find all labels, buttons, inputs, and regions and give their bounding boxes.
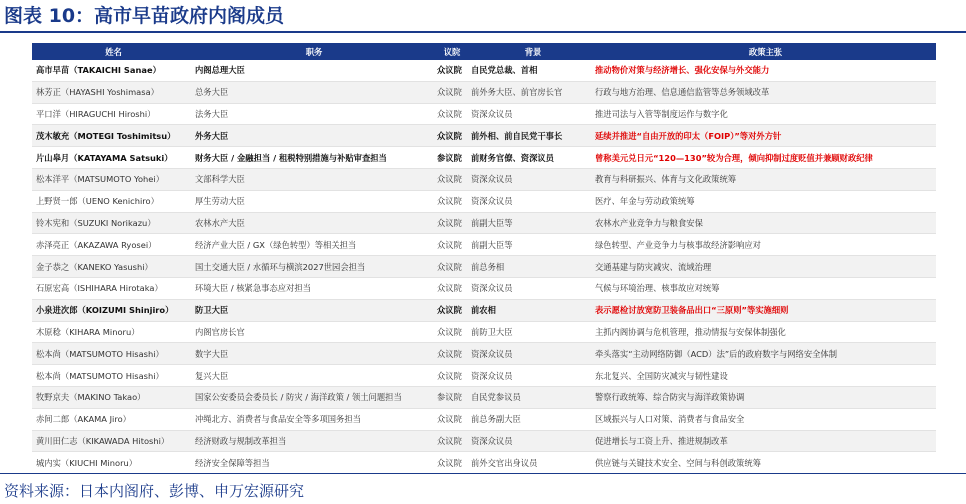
cell-role: 法务大臣	[195, 103, 433, 125]
cell-house: 众议院	[433, 343, 471, 365]
cell-role: 内阁总理大臣	[195, 60, 433, 81]
cell-policy: 农林水产业竞争力与粮食安保	[595, 212, 936, 234]
table-row	[32, 125, 936, 147]
cabinet-table	[32, 43, 936, 474]
cell-background: 资深众议员	[471, 365, 595, 387]
cell-house: 众议院	[433, 103, 471, 125]
table-row	[32, 81, 936, 103]
cell-policy: 促进增长与工资上升、推进规制改革	[595, 430, 936, 452]
cell-role: 厚生劳动大臣	[195, 190, 433, 212]
cell-background: 资深众议员	[471, 277, 595, 299]
cell-house: 众议院	[433, 60, 471, 81]
cell-name: 赤间二郎（AKAMA Jiro）	[32, 408, 195, 430]
table-row	[32, 256, 936, 278]
cell-background: 前总务副大臣	[471, 408, 595, 430]
cell-background: 资深众议员	[471, 430, 595, 452]
cell-policy: 供应链与关键技术安全、空间与科创政策统筹	[595, 452, 936, 474]
cell-house: 参议院	[433, 147, 471, 169]
table-row	[32, 190, 936, 212]
cell-background: 资深众议员	[471, 168, 595, 190]
cell-name: 石原宏高（ISHIHARA Hirotaka）	[32, 277, 195, 299]
column-header-name: 姓名	[32, 43, 195, 60]
table-row	[32, 386, 936, 408]
table-row	[32, 147, 936, 169]
cell-name: 木原稔（KIHARA Minoru）	[32, 321, 195, 343]
cell-name: 城内实（KIUCHI Minoru）	[32, 452, 195, 474]
cell-policy: 医疗、年金与劳动政策统筹	[595, 190, 936, 212]
table-row	[32, 408, 936, 430]
cell-policy: 绿色转型、产业竞争力与核事故经济影响应对	[595, 234, 936, 256]
table-row	[32, 277, 936, 299]
table-row	[32, 234, 936, 256]
source-note: 资料来源：日本内阁府、彭博、申万宏源研究	[4, 482, 305, 500]
cell-house: 参议院	[433, 386, 471, 408]
cell-name: 金子恭之（KANEKO Yasushi）	[32, 256, 195, 278]
cell-name: 松本尚（MATSUMOTO Hisashi）	[32, 343, 195, 365]
cell-name: 高市早苗（TAKAICHI Sanae）	[32, 60, 195, 81]
cell-house: 众议院	[433, 212, 471, 234]
cell-role: 环境大臣 / 核紧急事态应对担当	[195, 277, 433, 299]
cell-house: 众议院	[433, 81, 471, 103]
cell-background: 资深众议员	[471, 190, 595, 212]
cell-background: 前外交官出身议员	[471, 452, 595, 474]
cell-background: 前农相	[471, 299, 595, 321]
table-row	[32, 60, 936, 81]
table-row	[32, 103, 936, 125]
cell-name: 松本尚（MATSUMOTO Hisashi）	[32, 365, 195, 387]
cell-role: 防卫大臣	[195, 299, 433, 321]
cell-name: 赤泽亮正（AKAZAWA Ryosei）	[32, 234, 195, 256]
figure-title: 图表 10：高市早苗政府内阁成员	[4, 5, 285, 27]
cell-policy: 警察行政统筹、综合防灾与海洋政策协调	[595, 386, 936, 408]
table-row	[32, 343, 936, 365]
cell-role: 内阁官房长官	[195, 321, 433, 343]
cell-role: 文部科学大臣	[195, 168, 433, 190]
cell-policy: 主抓内阁协调与危机管理，推动情报与安保体制强化	[595, 321, 936, 343]
column-header-policy: 政策主张	[595, 43, 936, 60]
cell-house: 众议院	[433, 277, 471, 299]
table-row	[32, 321, 936, 343]
cell-policy: 牵头落实“主动网络防御（ACD）法”后的政府数字与网络安全体制	[595, 343, 936, 365]
cell-policy: 教育与科研振兴、体育与文化政策统筹	[595, 168, 936, 190]
table-row	[32, 212, 936, 234]
table-row	[32, 168, 936, 190]
cell-house: 众议院	[433, 321, 471, 343]
title-divider	[0, 31, 966, 33]
cell-role: 经济安全保障等担当	[195, 452, 433, 474]
cell-name: 黄川田仁志（KIKAWADA Hitoshi）	[32, 430, 195, 452]
cell-role: 外务大臣	[195, 125, 433, 147]
column-header-house: 议院	[433, 43, 471, 60]
cell-name: 片山皋月（KATAYAMA Satsuki）	[32, 147, 195, 169]
table-row	[32, 452, 936, 474]
cell-role: 财务大臣 / 金融担当 / 租税特别措施与补贴审查担当	[195, 147, 433, 169]
cell-policy: 东北复兴、全国防灾减灾与韧性建设	[595, 365, 936, 387]
cell-house: 众议院	[433, 190, 471, 212]
table-header-row	[32, 43, 936, 60]
table-row	[32, 299, 936, 321]
table-body	[32, 60, 936, 474]
cell-role: 经济产业大臣 / GX（绿色转型）等相关担当	[195, 234, 433, 256]
cell-house: 众议院	[433, 452, 471, 474]
cell-name: 林芳正（HAYASHI Yoshimasa）	[32, 81, 195, 103]
cell-house: 众议院	[433, 430, 471, 452]
cell-house: 众议院	[433, 125, 471, 147]
table-row	[32, 430, 936, 452]
cell-role: 经济财政与规制改革担当	[195, 430, 433, 452]
cell-role: 冲绳北方、消费者与食品安全等多项国务担当	[195, 408, 433, 430]
bottom-divider	[0, 473, 966, 474]
cell-name: 小泉进次郎（KOIZUMI Shinjiro）	[32, 299, 195, 321]
cell-name: 平口洋（HIRAGUCHI Hiroshi）	[32, 103, 195, 125]
cell-role: 总务大臣	[195, 81, 433, 103]
cell-house: 众议院	[433, 408, 471, 430]
cell-role: 国家公安委员会委员长 / 防灾 / 海洋政策 / 领土问题担当	[195, 386, 433, 408]
cell-name: 牧野京夫（MAKINO Takao）	[32, 386, 195, 408]
cell-policy: 延续并推进“自由开放的印太（FOIP）”等对外方针	[595, 125, 936, 147]
cell-policy: 推进司法与入管等制度运作与数字化	[595, 103, 936, 125]
cell-policy: 区域振兴与人口对策、消费者与食品安全	[595, 408, 936, 430]
cell-policy: 交通基建与防灾减灾、流域治理	[595, 256, 936, 278]
cell-role: 数字大臣	[195, 343, 433, 365]
cell-background: 前外务大臣、前官房长官	[471, 81, 595, 103]
cell-background: 资深众议员	[471, 343, 595, 365]
cell-background: 自民党总裁、首相	[471, 60, 595, 81]
cell-name: 茂木敏充（MOTEGI Toshimitsu）	[32, 125, 195, 147]
cell-background: 资深众议员	[471, 103, 595, 125]
cell-policy: 气候与环境治理、核事故应对统筹	[595, 277, 936, 299]
cell-background: 前总务相	[471, 256, 595, 278]
cell-policy: 推动物价对策与经济增长、强化安保与外交能力	[595, 60, 936, 81]
cell-background: 前副大臣等	[471, 234, 595, 256]
column-header-background: 背景	[471, 43, 595, 60]
cell-background: 前副大臣等	[471, 212, 595, 234]
cell-policy: 曾称美元兑日元“120—130”较为合理，倾向抑制过度贬值并兼顾财政纪律	[595, 147, 936, 169]
cell-name: 上野贤一郎（UENO Kenichiro）	[32, 190, 195, 212]
cell-house: 众议院	[433, 168, 471, 190]
column-header-role: 职务	[195, 43, 433, 60]
table-row	[32, 365, 936, 387]
cell-role: 农林水产大臣	[195, 212, 433, 234]
cell-name: 松本洋平（MATSUMOTO Yohei）	[32, 168, 195, 190]
cell-name: 铃木宪和（SUZUKI Norikazu）	[32, 212, 195, 234]
cell-house: 众议院	[433, 256, 471, 278]
cell-role: 国土交通大臣 / 水循环与横滨2027世园会担当	[195, 256, 433, 278]
cell-background: 自民党参议员	[471, 386, 595, 408]
cell-policy: 行政与地方治理、信息通信监管等总务领域改革	[595, 81, 936, 103]
cell-background: 前财务官僚、资深议员	[471, 147, 595, 169]
cell-house: 众议院	[433, 234, 471, 256]
cell-house: 众议院	[433, 299, 471, 321]
cell-background: 前外相、前自民党干事长	[471, 125, 595, 147]
cell-background: 前防卫大臣	[471, 321, 595, 343]
cell-role: 复兴大臣	[195, 365, 433, 387]
cell-policy: 表示愿检讨放宽防卫装备品出口“三原则”等实施细则	[595, 299, 936, 321]
cell-house: 众议院	[433, 365, 471, 387]
